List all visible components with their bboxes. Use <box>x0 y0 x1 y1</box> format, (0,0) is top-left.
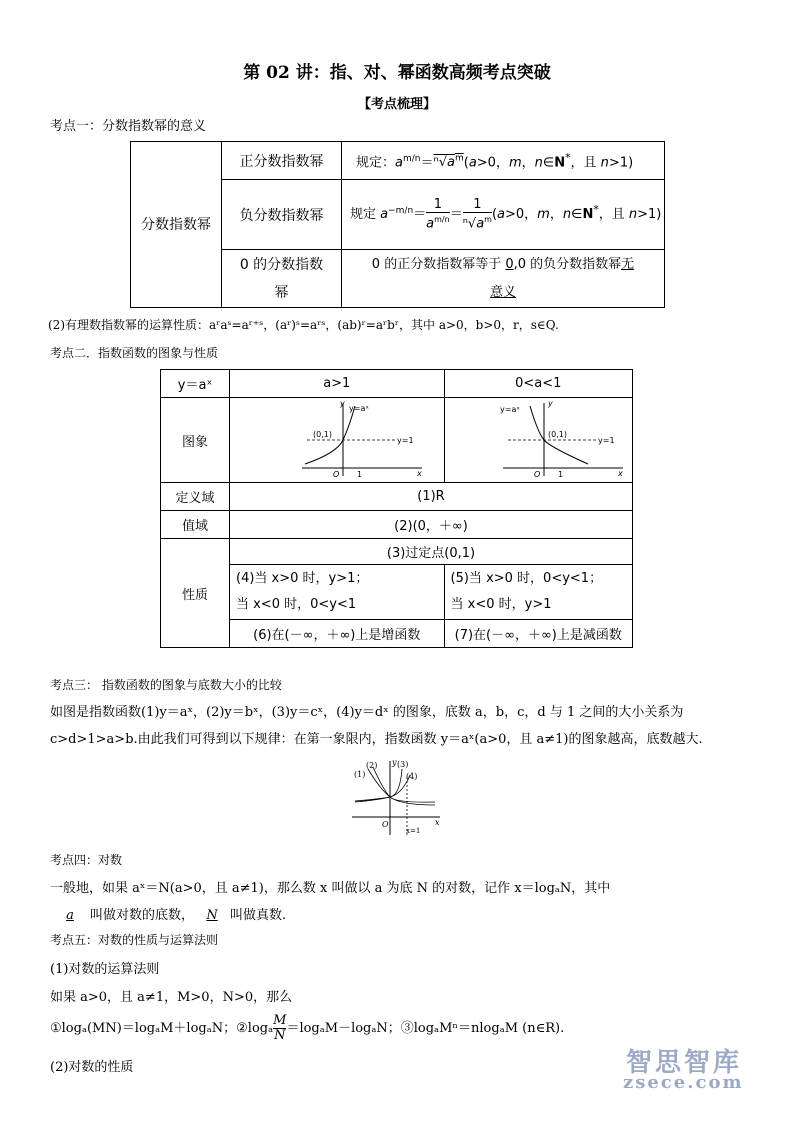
fraction-exponent-table <box>130 141 665 308</box>
svg-text:y: y <box>548 399 553 408</box>
row-graph-label: 图象 <box>161 398 230 483</box>
label-zero: 0 的分数指数 幂 <box>222 250 342 308</box>
svg-text:y=1: y=1 <box>396 436 414 445</box>
fig-origin: O <box>382 820 389 829</box>
rule-2-den: N <box>274 1028 286 1043</box>
s2-heading: 考点二．指数函数的图象与性质 <box>50 346 219 360</box>
svg-text:1: 1 <box>558 470 564 478</box>
row-header: 分数指数幂 <box>131 142 222 308</box>
s4-line1: 一般地，如果 aˣ＝N(a>0，且 a≠1)，那么数 x 叫做以 a 为底 N 的对数，记作 x＝logₐN，其中 <box>50 881 611 896</box>
svg-text:O: O <box>332 470 340 478</box>
blank-base: a <box>66 908 74 923</box>
svg-text:x: x <box>416 469 422 478</box>
blank-antilog: N <box>206 908 218 923</box>
prop-4a: (4)当 x>0 时，y>1； <box>236 571 369 586</box>
s3-heading: 考点三： 指数函数的图象与底数大小的比较 <box>50 678 282 692</box>
s5-sub1: (1)对数的运算法则 <box>50 962 160 977</box>
s4-text1: 叫做对数的底数， <box>90 908 195 923</box>
prop-4 <box>230 565 445 620</box>
label-negative: 负分数指数幂 <box>222 180 342 250</box>
s5-heading: 考点五：对数的性质与运算法则 <box>50 933 219 947</box>
s4-text2: 叫做真数. <box>230 908 287 923</box>
svg-text:O: O <box>534 470 541 478</box>
s1-note: (2)有理数指数幂的运算性质：aʳaˢ=aʳ⁺ˢ，(aʳ)ˢ=aʳˢ，(ab)ʳ=aʳbʳ，其中 a>0，b>0，r，s∈Q. <box>48 318 559 332</box>
prop-4b: 当 x<0 时，0<y<1 <box>236 597 357 612</box>
fig-label-1: (1) <box>354 770 366 779</box>
fig-y: y <box>392 758 397 767</box>
fig-x: x <box>435 818 440 827</box>
graph-a-gt-1 <box>230 398 445 483</box>
rule-1: ①logₐ(MN)＝logₐM＋logₐN； <box>50 1021 237 1036</box>
row-range-label: 值域 <box>161 511 230 539</box>
svg-text:y=aˣ: y=aˣ <box>500 405 521 414</box>
rule-2a: ②logₐ <box>236 1021 274 1036</box>
watermark-cn: 智思智库 <box>626 1048 743 1078</box>
range-value: (2)(0，＋∞) <box>230 511 633 539</box>
row-domain-label: 定义域 <box>161 483 230 511</box>
s5-sub2: (2)对数的性质 <box>50 1060 134 1075</box>
graph-a-lt-1 <box>444 398 632 483</box>
s5-cond: 如果 a>0，且 a≠1，M>0，N>0，那么 <box>50 990 293 1005</box>
fixed-point: (3)过定点(0,1) <box>230 539 633 565</box>
svg-text:y=aˣ: y=aˣ <box>348 404 369 413</box>
svg-text:1: 1 <box>356 470 362 478</box>
rule-2b: ＝logₐM－logₐN； <box>286 1021 401 1036</box>
s5-rules <box>50 1014 564 1043</box>
watermark-en: zsece.com <box>623 1072 744 1093</box>
rule-negative: 规定 $a^{-m/n}=$ $\frac{1}{a^{m/n}}$ ＝ $\frac{1}{^n√a^m}$ (a>0，m，n∈N*，且 n>1) <box>342 180 665 250</box>
prop-6: (6)在(－∞，＋∞)上是增函数 <box>230 620 445 648</box>
row-prop-label: 性质 <box>161 539 230 648</box>
s3-line1: 如图是指数函数(1)y＝aˣ，(2)y＝bˣ，(3)y＝cˣ，(4)y＝dˣ 的图象，底数 a，b，c，d 与 1 之间的大小关系为 <box>50 705 684 720</box>
page-title: 第 02 讲：指、对、幂函数高频考点突破 <box>243 63 551 83</box>
col2-header: 0<a<1 <box>444 370 632 398</box>
svg-text:(0,1): (0,1) <box>312 430 332 439</box>
rule-2-num: M <box>273 1013 287 1028</box>
section-subtitle: 【考点梳理】 <box>357 97 436 112</box>
prop-5a: (5)当 x>0 时，0<y<1； <box>450 571 603 586</box>
svg-text:y=1: y=1 <box>598 436 615 445</box>
s4-line2 <box>50 904 286 923</box>
fig-label-3: (3) <box>397 760 409 769</box>
prop-5b: 当 x<0 时，y>1 <box>450 597 552 612</box>
prop-7: (7)在(－∞，＋∞)上是减函数 <box>444 620 632 648</box>
prop-5 <box>444 565 632 620</box>
exp-base-comparison-figure <box>340 757 450 837</box>
label-positive: 正分数指数幂 <box>222 142 342 180</box>
svg-text:(0,1): (0,1) <box>548 430 568 439</box>
col0-header: y＝aˣ <box>161 370 230 398</box>
fig-label-4: (4) <box>406 772 418 781</box>
rule-3: ③logₐMⁿ＝nlogₐM (n∈R). <box>400 1021 565 1036</box>
s1-heading: 考点一：分数指数幂的意义 <box>50 119 207 134</box>
fig-x1: x=1 <box>406 827 421 835</box>
fig-label-2: (2) <box>366 761 378 770</box>
s3-line2: c>d>1>a>b.由此我们可得到以下规律：在第一象限内，指数函数 y＝aˣ(a>0，且 a≠1)的图象越高，底数越大. <box>50 732 703 747</box>
svg-text:y: y <box>339 399 345 408</box>
col1-header: a>1 <box>230 370 445 398</box>
exp-function-table <box>160 369 633 648</box>
rule-zero: 0 的正分数指数幂等于 0,0 的负分数指数幂无 意义 <box>342 250 665 308</box>
s4-heading: 考点四：对数 <box>50 853 123 867</box>
domain-value: (1)R <box>230 483 633 511</box>
rule-positive: 规定：$a^{m/n}=^n√a^m(a>0$，m，n∈N*，且 n>1) <box>342 142 665 180</box>
svg-text:x: x <box>618 469 623 478</box>
